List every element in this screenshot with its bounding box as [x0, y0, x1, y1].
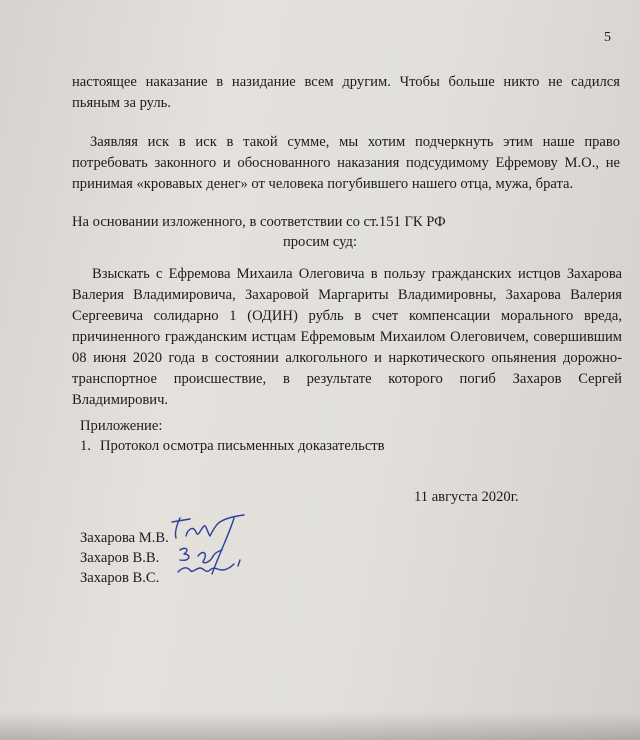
paragraph-legal-basis: На основании изложенного, в соответствии со ст.151 ГК РФ: [72, 214, 446, 230]
signatory-name: Захаров В.С.: [80, 570, 160, 586]
handwritten-signatures: [160, 508, 270, 588]
signature-stroke: [238, 560, 240, 566]
page-number: 5: [604, 30, 611, 45]
request-heading: просим суд:: [282, 234, 358, 250]
signature-stroke: [172, 518, 190, 538]
paragraph-demand: [72, 264, 622, 411]
paragraph-claim-purpose-text: Заявляя иск в иск в такой сумме, мы хотим подчеркнуть этим наше право потребовать законного и обоснованного наказания подсудимому Ефремову М.О., не принимая «кровавых денег» от человека погубившего нашего отца, мужа, брата.: [72, 134, 620, 192]
signatory-name: Захарова М.В.: [80, 530, 169, 546]
signature-stroke: [180, 548, 189, 560]
attachment-heading: Приложение:: [80, 418, 163, 434]
attachment-item: [80, 436, 385, 457]
document-date: 11 августа 2020г.: [414, 489, 519, 505]
signatory-name: Захаров В.В.: [80, 550, 160, 566]
signature-stroke: [186, 515, 244, 536]
page-bottom-shadow: [0, 712, 640, 740]
attachment-item-text: Протокол осмотра письменных доказательств: [100, 438, 385, 454]
attachment-item-number: 1.: [80, 438, 91, 454]
paragraph-demand-text: Взыскать с Ефремова Михаила Олеговича в пользу гражданских истцов Захарова Валерия Владимировича, Захаровой Маргариты Владимировны, Захарова Валерия Сергеевича солидарно 1 (ОДИН) рубль в счет компенсации морального вреда, причиненного гражданским истцам Ефремовым Михаилом Олеговичем, совершившим 08 июня 2020 года в состоянии алкогольного и наркотического опьянения дорожно-транспортное происшествие, в результате которого погиб Захаров Сергей Владимирович.: [72, 266, 622, 408]
paragraph-claim-purpose: [72, 132, 620, 195]
paragraph-closing-sentence: настоящее наказание в назидание всем другим. Чтобы больше никто не садился пьяным за руль.: [72, 74, 620, 111]
signature-stroke: [178, 564, 234, 572]
